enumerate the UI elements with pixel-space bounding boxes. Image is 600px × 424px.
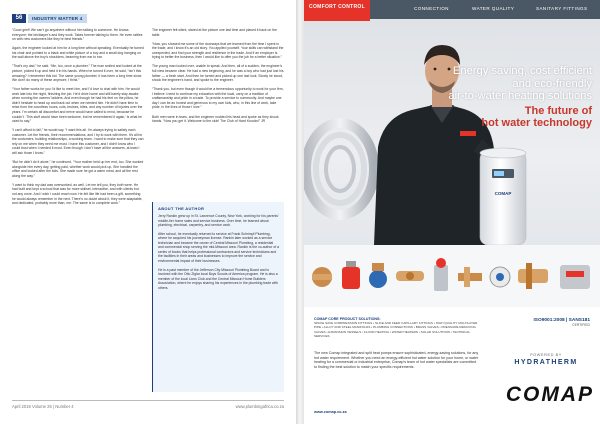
headline-line: Energy saving, cost efficient [452, 65, 592, 77]
about-paragraph: Jerry Rankin grew up in St. Lawrence County, New York, working for his parents’ middle‑tier home sales and service business. Over time, he learned about plumbing, electrical, carpentry, and service work. [158, 214, 279, 227]
nav-sanitary-fittings[interactable]: SANITARY FITTINGS [536, 6, 588, 11]
page-number: 56 [12, 14, 26, 23]
advert-info [304, 307, 600, 424]
issue-info: April 2019 Volume 25 | Number 4 [12, 404, 74, 409]
paragraph: “I can’t afford to fail,” he would say. “I want this all. I’m always trying to satisfy each customer. Let the friends, their recommendations, and I try to work with them. It’s all for the customers, building relationships, a working team. I want to make sure that they can rely on me when they need me most. I have this customer, and I didn’t know who I could trust when I needed it most. Even though I don’t have all the answers, at least I will ask those I know.” [12, 128, 144, 155]
section-label: INDUSTRY MATTER 4 [28, 14, 87, 23]
iso-subtitle: CERTIFIED [572, 323, 590, 327]
powered-by-label: POWERED BY [530, 353, 562, 357]
product-solutions-text: SPACE SAVE COMPRESSION FITTINGS • SLICE AND FEED CAPILLARY FITTINGS • HIGH QUALITY MULTILAYER PIPE • ALLOY AND STEEL MANIFOLDS • PLUMBING CONNECTIONS • BRASS VALVES • PRESSURE REDUCING VALVES • EXPANSION VESSELS • FLOOR HEATING • WATER HEATERS • SOLAR SOLUTIONS • TECHNICAL SERVICES [314, 321, 478, 338]
nav-comfort-control[interactable]: COMFORT CONTROL [304, 0, 370, 21]
headline-red [422, 105, 592, 130]
paragraph: “Thank you, but even though it would be a tremendous opportunity to work for your firm, I believe I need to continue my education with the local, carry on a tradition of craftsmanship and pride in a trade. To provide a service to community. And maybe one day I can be as honest and generous to my own kids, who, in this line of work, take pride, in the lives of those I love.” [152, 87, 284, 110]
nav-connection[interactable]: CONNECTION [414, 6, 449, 11]
page-header [12, 14, 87, 23]
product-fitting-5 [434, 258, 448, 291]
hero-image [304, 19, 600, 245]
headline-line: hot water technology [481, 117, 592, 129]
paragraph: “That’s my dad,” he said. “Me, too, once a plumber.” The man smiled and looked at the picture, picked it up and held it in his hands. When he turned it over, he said, “Isn’t this amazing? I remember this kid. The same young plumber, it has been a long time since. We don’t do many of these anymore, I think.” [12, 64, 143, 83]
about-paragraph: He is a past member of the Jefferson City Missouri Plumbing Board and is involved with the Otto Ziglar local Boys Scouts of America program. He is also a member of the local Lions Club and the Central Missouri Home Builders Association, where he enjoys sharing his experiences in the plumbing trade with others. [158, 267, 279, 290]
comap-website[interactable]: www.comap.co.za [314, 410, 347, 414]
headline-white [422, 65, 592, 103]
pipe-coil-left [306, 123, 374, 215]
headline-line: The future of [524, 104, 592, 117]
footer-rule [12, 400, 284, 401]
certification [490, 318, 590, 327]
website-link[interactable]: www.plumbingafrica.co.za [235, 404, 284, 409]
about-author-title: ABOUT THE AUTHOR [158, 206, 205, 211]
nav-water-quality[interactable]: WATER QUALITY [472, 6, 515, 11]
product-thumbnails [304, 245, 600, 307]
page-gutter [296, 0, 304, 424]
article-column-b [152, 28, 284, 196]
svg-text:COMAP: COMAP [494, 191, 512, 196]
advert-nav [304, 0, 600, 19]
paragraph: Again, the engineer looked at him for a long time without speaking. Eventually he turned his chair and pointed to a black and white picture of a boy and a small dog hanging on the wall above the boy’s shoulders, beaming from ear to ear. [12, 46, 144, 60]
advert-body-text: The new Comap integrated and split heat pumps ensure sophisticated, energy-saving solutions, for any hot water requirement. Whether you need an energy-efficient hot water solution for your home, or water heating for a commercial or industrial enterprise, Comap’s team of hot water specialists are committed to finding the best solution to match your specific requirements. [314, 351, 479, 369]
paragraph: “I want to think my dad was overworked, as well. Let me tell you, they both were. He had built and kept a school that was for more skillset, interactive, and with clients but not any more. And I wish I could reach now. He felt like life had been a gift, something he would always remember in the next. There’s no doubt about it, they were adaptable, and dedicated, probably more than, me. The same is to complete work.” [12, 182, 143, 206]
paragraph: “Now, you showed me some of the doorways that we learned from the time I spent in the trade, and I know it’s an old story. You applied yourself. Your skills can withstand the unexpected, and find your strength and resilience in the trade. And if an employer is trying to better the business, then I would like to offer you the job for a better situation.” [152, 41, 284, 60]
paragraph: Both men were in tears, and the engineer nodded his head and spoke as they shook hands. “Now you get it. Welcome to the club! The Club of Hard Knocks!” JR [152, 114, 279, 124]
paragraph: “Your father works for you I’d like to meet him, and I’d love to chat with him. He would work late into the night, finishing the job. He’d drive home and still barely stay awake when running the owners’ ladders. And even though he had his feet on the pillow, he didn’t hesitate to head up and back out when we needed him. He didn’t have time to relax from the countless hours, cuts, bruises, bites, and any number of injuries over the years. I’m certain all discomfort and nerve would have called to mind, because he couldn’t. ‘This stuff would have been welcome, but he remembered it again,’ is what he used to say.” [12, 87, 143, 124]
heat-pump-unit [480, 148, 526, 245]
hydratherm-name: HYDRATHERM [514, 359, 578, 366]
about-paragraph: After school, he eventually returned to service at Frank Schrimpf Plumbing, where he acquired his journeyman license. Rankin later worked as a service technician and became the owner of Central Missouri Plumbing, a residential and commercial shop serving the mid-Missouri area. Rankin is the co-author of a series of books that helps professional contractors and service technicians and the facilities in their areas and businesses to improve the service and environmental impact of their businesses. [158, 231, 279, 263]
headline-line: air-to-water heating solutions [448, 90, 592, 102]
product-strip [304, 245, 600, 307]
headline-line: and eco-friendly [512, 77, 592, 90]
page-footer [12, 404, 284, 409]
product-fitting-4 [396, 271, 424, 281]
comap-logo: COMAP [505, 383, 594, 406]
paragraph: The engineer felt silent, stared at the picture one last time and placed it back on the table. [152, 28, 277, 37]
paragraph: “Good grief! We can’t go anywhere without him talking to someone. He knows everyone; the bricklayer’s and they work. Takes forever talking to them. He even rattles on with new customers like they’re best friends.” [12, 28, 143, 42]
left-page [0, 0, 296, 424]
paragraph: The young man looked over, unable to speak. And then, all of a sudden, the engineer’s full view became clear. He had a new beginning, and he was a boy who had just lost his father — a fresh start. And then he turned and picked up one last look. Slowly he stood, shook the engineer’s hand, and spoke to the engineer. [152, 64, 284, 83]
product-fitting-1 [312, 267, 332, 287]
iso-title: ISO9001:2008 | SANS181 [533, 318, 590, 323]
product-solutions-title: COMAP CORE PRODUCT SOLUTIONS: [314, 317, 381, 321]
article-column-a [12, 28, 144, 390]
product-fitting-9 [560, 265, 590, 289]
headline [422, 65, 592, 130]
engineer-with-heat-pump-illustration [304, 19, 600, 245]
hydratherm-logo [500, 353, 592, 366]
product-solutions-list [314, 317, 479, 338]
about-author-box [152, 202, 284, 392]
product-fitting-7 [490, 267, 510, 287]
paragraph: “But he didn’t do it alone,” he continued. “Your mother held up her end, too. She worked alongside him every day, getting paid, whether work would pick up. She handled the office and looked after the kids. She made sure he got a warm meal, and all the rest along the way.” [12, 160, 144, 178]
advert-page [304, 0, 600, 424]
